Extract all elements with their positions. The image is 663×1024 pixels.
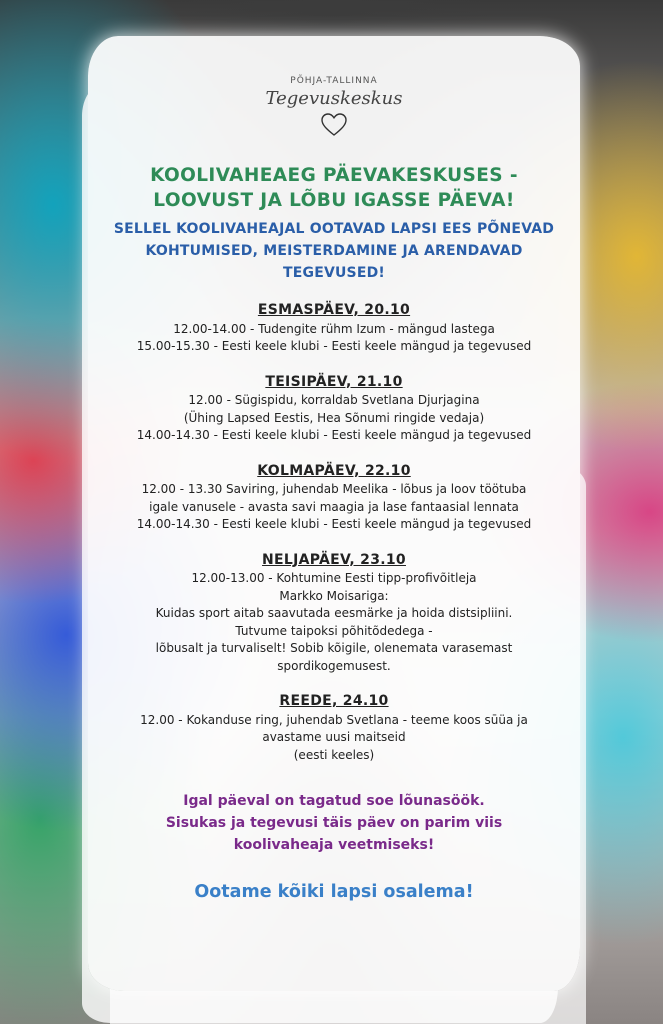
headline	[88, 163, 580, 213]
schedule-line: avastame uusi maitseid	[262, 730, 406, 744]
day-friday	[88, 693, 580, 764]
schedule-line: (eesti keeles)	[293, 747, 375, 762]
headline-line: KOOLIVAHEAEG PÄEVAKESKUSES -	[150, 165, 518, 186]
schedule-line: 12.00-14.00 - Tudengite rühm Izum - mängud lastega	[173, 321, 495, 336]
subheadline	[88, 218, 580, 284]
poster-content	[88, 36, 580, 991]
schedule-line: (Ühing Lapsed Eestis, Hea Sõnumi ringide vedaja)	[183, 410, 485, 425]
schedule-line: Kuidas sport aitab saavutada eesmärke ja hoida distsipliini.	[155, 606, 513, 620]
schedule-line: Markko Moisariga:	[279, 588, 389, 603]
day-title: ESMASPÄEV, 20.10	[257, 302, 411, 318]
closing-line: Igal päeval on tagatud soe lõunasöök.	[183, 793, 485, 809]
schedule-line: spordikogemusest.	[277, 658, 391, 673]
schedule-line: lõbusalt ja turvaliselt! Sobib kõigile, olenemata varasemast	[155, 641, 513, 655]
closing-line: Sisukas ja tegevusi täis päev on parim viis	[165, 815, 503, 831]
subhead-line: TEGEVUSED!	[282, 265, 386, 281]
heart-icon	[321, 113, 347, 137]
schedule-line: 15.00-15.30 - Eesti keele klubi - Eesti keele mängud ja tegevused	[136, 339, 532, 353]
schedule-line: 14.00-14.30 - Eesti keele klubi - Eesti keele mängud ja tegevused	[136, 428, 532, 442]
schedule-line: 12.00-13.00 - Kohtumine Eesti tipp-profivõitleja	[191, 571, 477, 585]
subhead-line: SELLEL KOOLIVAHEAJAL OOTAVAD LAPSI EES PÕNEVAD	[113, 221, 555, 237]
day-tuesday	[88, 374, 580, 445]
day-title: REEDE, 24.10	[279, 693, 389, 709]
headline-line: LOOVUST JA LÕBU IGASSE PÄEVA!	[153, 190, 515, 211]
schedule-line: Tutvume taipoksi põhitõdedega -	[235, 623, 433, 638]
schedule-line: 14.00-14.30 - Eesti keele klubi - Eesti keele mängud ja tegevused	[136, 517, 532, 531]
day-wednesday	[88, 463, 580, 534]
closing-line: koolivaheaja veetmiseks!	[233, 837, 435, 853]
schedule-line: 12.00 - Kokanduse ring, juhendab Svetlana - teeme koos sūüa ja	[140, 712, 528, 727]
day-title: KOLMAPÄEV, 22.10	[257, 462, 411, 479]
day-title: TEISIPÄEV, 21.10	[265, 373, 403, 390]
schedule-line: igale vanusele - avasta savi maagia ja lase fantaasial lennata	[149, 499, 519, 514]
schedule-line: 12.00 - Sügispidu, korraldab Svetlana Djurjagina	[188, 393, 480, 407]
day-title: NELJAPÄEV, 23.10	[262, 551, 406, 568]
subhead-line: KOHTUMISED, MEISTERDAMINE JA ARENDAVAD	[145, 243, 523, 259]
day-monday	[88, 302, 580, 356]
logo-org-main: Tegevuskeskus	[265, 88, 403, 109]
logo-org-top: PÕHJA-TALLINNA	[290, 76, 378, 86]
call-to-action: Ootame kõiki lapsi osalema!	[194, 882, 474, 902]
schedule-line: 12.00 - 13.30 Saviring, juhendab Meelika - lõbus ja loov töötuba	[141, 482, 527, 496]
closing-message	[88, 790, 580, 856]
day-thursday	[88, 552, 580, 676]
